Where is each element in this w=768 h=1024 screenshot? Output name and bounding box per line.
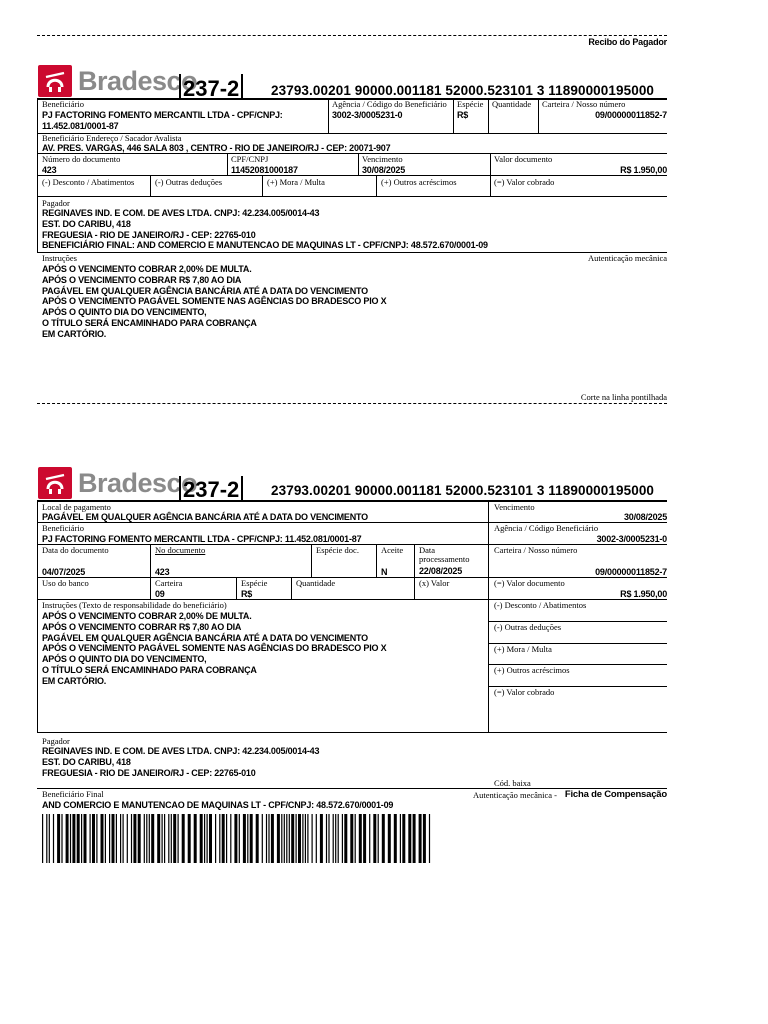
instrucao-line: O TÍTULO SERÁ ENCAMINHADO PARA COBRANÇA (42, 664, 257, 675)
quantidade-label: Quantidade (296, 578, 336, 588)
carteira-value: 09 (155, 589, 165, 599)
ficha-compensacao-label: Ficha de Compensação (564, 789, 667, 800)
endereco-label: Beneficiário Endereço / Sacador Avalista (42, 133, 182, 143)
bradesco-logo-icon (38, 467, 72, 499)
pagador-line: EST. DO CARIBU, 418 (42, 756, 131, 767)
cod-baixa-label: Cód. baixa (494, 778, 531, 788)
especie-value: R$ (241, 589, 253, 599)
x-valor-label: (x) Valor (419, 578, 450, 588)
carteira-value: 09/00000011852-7 (595, 110, 667, 120)
divider (241, 476, 243, 502)
valor-doc-label: Valor documento (494, 154, 553, 164)
data-proc-label: Data processamento (419, 545, 470, 564)
cpf-cnpj-label: CPF/CNPJ (231, 154, 269, 164)
instrucao-line: APÓS O VENCIMENTO PAGÁVEL SOMENTE NAS AGÊNCIAS DO BRADESCO PIO X (42, 643, 387, 654)
valor-doc-label: (=) Valor documento (494, 578, 565, 588)
autenticacao-label: Autenticação mecânica (587, 253, 667, 263)
divider (179, 74, 181, 100)
beneficiario-value: PJ FACTORING FOMENTO MERCANTIL LTDA - CPF/CNPJ: (42, 110, 283, 120)
grid-line (376, 175, 377, 196)
grid-line (227, 153, 228, 175)
pagador-block (42, 208, 488, 251)
endereco-value: AV. PRES. VARGAS, 446 SALA 803 , CENTRO - RIO DE JANEIRO/RJ - CEP: 20071-907 (42, 143, 391, 153)
desconto-label: (-) Desconto / Abatimentos (494, 600, 587, 610)
bank-code: 237-2 (183, 477, 240, 502)
instrucao-line: PAGÁVEL EM QUALQUER AGÊNCIA BANCÁRIA ATÉ A DATA DO VENCIMENTO (42, 632, 368, 643)
bank-code: 237-2 (183, 76, 240, 101)
grid-line (488, 98, 489, 133)
grid-line (37, 153, 667, 154)
instrucao-line: APÓS O VENCIMENTO COBRAR R$ 7,80 AO DIA (42, 621, 242, 632)
grid-line (150, 544, 151, 599)
pagador-line: REGINAVES IND. E COM. DE AVES LTDA. CNPJ: 42.234.005/0014-43 (42, 208, 320, 218)
aceite-label: Aceite (381, 545, 404, 555)
instrucoes-block (42, 264, 386, 340)
grid-line (37, 577, 667, 578)
pagador-line: FREGUESIA - RIO DE JANEIRO/RJ - CEP: 22765-010 (42, 767, 256, 778)
valor-doc-value: R$ 1.950,00 (620, 165, 667, 175)
data-proc-value: 22/08/2025 (419, 566, 463, 576)
grid-line (490, 153, 491, 196)
instrucao-line: APÓS O VENCIMENTO COBRAR R$ 7,80 AO DIA (42, 274, 242, 285)
beneficiario-value: PJ FACTORING FOMENTO MERCANTIL LTDA - CPF/CNPJ: 11.452.081/0001-87 (42, 534, 362, 544)
grid-line (453, 98, 454, 133)
outras-deducoes-label: (-) Outras deduções (494, 622, 562, 632)
grid-line (358, 153, 359, 175)
especie-doc-label: Espécie doc. (316, 545, 359, 555)
carteira-nosso-value: 09/00000011852-7 (595, 567, 667, 577)
bank-name: Bradesco (78, 468, 198, 498)
mora-label: (+) Mora / Multa (267, 177, 325, 187)
data-doc-label: Data do documento (42, 545, 109, 555)
agencia-value: 3002-3/0005231-0 (596, 534, 667, 544)
bradesco-logo-icon (38, 65, 72, 97)
data-doc-value: 04/07/2025 (42, 567, 86, 577)
valor-cobrado-label: (=) Valor cobrado (494, 687, 555, 697)
grid-line (236, 577, 237, 599)
instrucao-line: PAGÁVEL EM QUALQUER AGÊNCIA BANCÁRIA ATÉ A DATA DO VENCIMENTO (42, 285, 368, 296)
divider (179, 476, 181, 502)
instrucao-line: APÓS O QUINTO DIA DO VENCIMENTO, (42, 654, 207, 665)
num-doc-label: No documento (155, 545, 206, 555)
receipt-title: Recibo do Pagador (588, 37, 667, 47)
carteira-label: Carteira (155, 578, 183, 588)
grid-line (328, 98, 329, 133)
vencimento-value: 30/08/2025 (362, 165, 406, 175)
digitable-line: 23793.00201 90000.001181 52000.523101 3 11890000195000 (271, 483, 655, 498)
uso-banco-label: Uso do banco (42, 578, 89, 588)
barcode-icon (42, 814, 433, 863)
valor-doc-value: R$ 1.950,00 (620, 589, 667, 599)
bank-name: Bradesco (78, 66, 198, 96)
num-doc-label: Número do documento (42, 154, 121, 164)
instrucao-line: APÓS O QUINTO DIA DO VENCIMENTO, (42, 307, 207, 318)
grid-line (291, 577, 292, 599)
beneficiario-final-value: AND COMERCIO E MANUTENCAO DE MAQUINAS LT - CPF/CNPJ: 48.572.670/0001-09 (42, 800, 394, 810)
beneficiario-final-label: Beneficiário Final (42, 789, 104, 799)
pagador-line: EST. DO CARIBU, 418 (42, 218, 131, 229)
instrucao-line: O TÍTULO SERÁ ENCAMINHADO PARA COBRANÇA (42, 317, 257, 328)
instrucao-line: APÓS O VENCIMENTO COBRAR 2,00% DE MULTA. (42, 264, 252, 274)
instrucoes-label: Instruções (Texto de responsabilidade do beneficiário) (42, 600, 227, 610)
outros-acrescimos-label: (+) Outros acréscimos (494, 665, 570, 675)
grid-line (488, 500, 489, 732)
grid-line (150, 175, 151, 196)
local-pagamento-value: PAGÁVEL EM QUALQUER AGÊNCIA BANCÁRIA ATÉ A DATA DO VENCIMENTO (42, 512, 368, 522)
instrucao-line: EM CARTÓRIO. (42, 675, 107, 686)
especie-label: Espécie (241, 578, 268, 588)
especie-label: Espécie (457, 99, 484, 109)
agencia-value: 3002-3/0005231-0 (332, 110, 403, 120)
desconto-label: (-) Desconto / Abatimentos (42, 177, 135, 187)
grid-line (37, 732, 667, 733)
instrucao-line: EM CARTÓRIO. (42, 328, 107, 339)
num-doc-value: 423 (42, 165, 57, 175)
digitable-line: 23793.00201 90000.001181 52000.523101 3 11890000195000 (271, 83, 655, 98)
grid-line (37, 252, 667, 253)
grid-line (262, 175, 263, 196)
quantidade-label: Quantidade (492, 99, 532, 109)
vencimento-value: 30/08/2025 (623, 512, 667, 522)
pagador-label: Pagador (42, 198, 70, 208)
outras-deducoes-label: (-) Outras deduções (155, 177, 223, 187)
grid-line (37, 175, 667, 176)
pagador-block (42, 746, 319, 778)
carteira-nosso-label: Carteira / Nosso número (494, 545, 578, 555)
grid-line (37, 196, 667, 197)
local-pagamento-label: Local de pagamento (42, 502, 111, 512)
grid-line (376, 544, 377, 577)
pagador-line: REGINAVES IND. E COM. DE AVES LTDA. CNPJ: 42.234.005/0014-43 (42, 746, 320, 756)
aceite-value: N (381, 567, 388, 577)
top-dotted-line (37, 35, 667, 36)
instrucao-line: APÓS O VENCIMENTO COBRAR 2,00% DE MULTA. (42, 611, 252, 621)
valor-cobrado-label: (=) Valor cobrado (494, 177, 555, 187)
divider (241, 74, 243, 100)
vencimento-label: Vencimento (362, 154, 403, 164)
cpf-cnpj-value: 11452081000187 (231, 165, 298, 175)
corte-label: Corte na linha pontilhada (580, 392, 667, 402)
grid-line (37, 98, 38, 252)
grid-line (311, 544, 312, 577)
outros-acrescimos-label: (+) Outros acréscimos (381, 177, 457, 187)
especie-value: R$ (457, 110, 469, 120)
instrucao-line: APÓS O VENCIMENTO PAGÁVEL SOMENTE NAS AGÊNCIAS DO BRADESCO PIO X (42, 296, 387, 307)
pagador-line: FREGUESIA - RIO DE JANEIRO/RJ - CEP: 22765-010 (42, 229, 256, 240)
autenticacao-label: Autenticação mecânica - (473, 790, 558, 800)
instrucoes-block (42, 611, 386, 687)
grid-line (414, 544, 415, 599)
pagador-label: Pagador (42, 736, 70, 746)
vencimento-label: Vencimento (494, 502, 535, 512)
mora-label: (+) Mora / Multa (494, 644, 552, 654)
beneficiario-value-cont: 11.452.081/0001-87 (42, 121, 119, 131)
beneficiario-label: Beneficiário (42, 523, 85, 533)
beneficiario-label: Beneficiário (42, 99, 85, 109)
grid-line (37, 500, 38, 732)
grid-line (37, 500, 667, 502)
agencia-label: Agência / Código do Beneficiário (332, 99, 447, 109)
grid-line (538, 98, 539, 133)
num-doc-value: 423 (155, 567, 170, 577)
pagador-line: BENEFICIÁRIO FINAL: AND COMERCIO E MANUTENCAO DE MAQUINAS LT - CPF/CNPJ: 48.572.670/0001-09 (42, 240, 488, 251)
agencia-label: Agência / Código Beneficiário (494, 523, 599, 533)
cut-line (37, 403, 667, 404)
carteira-label: Carteira / Nosso número (542, 99, 626, 109)
instrucoes-label: Instruções (42, 253, 77, 263)
